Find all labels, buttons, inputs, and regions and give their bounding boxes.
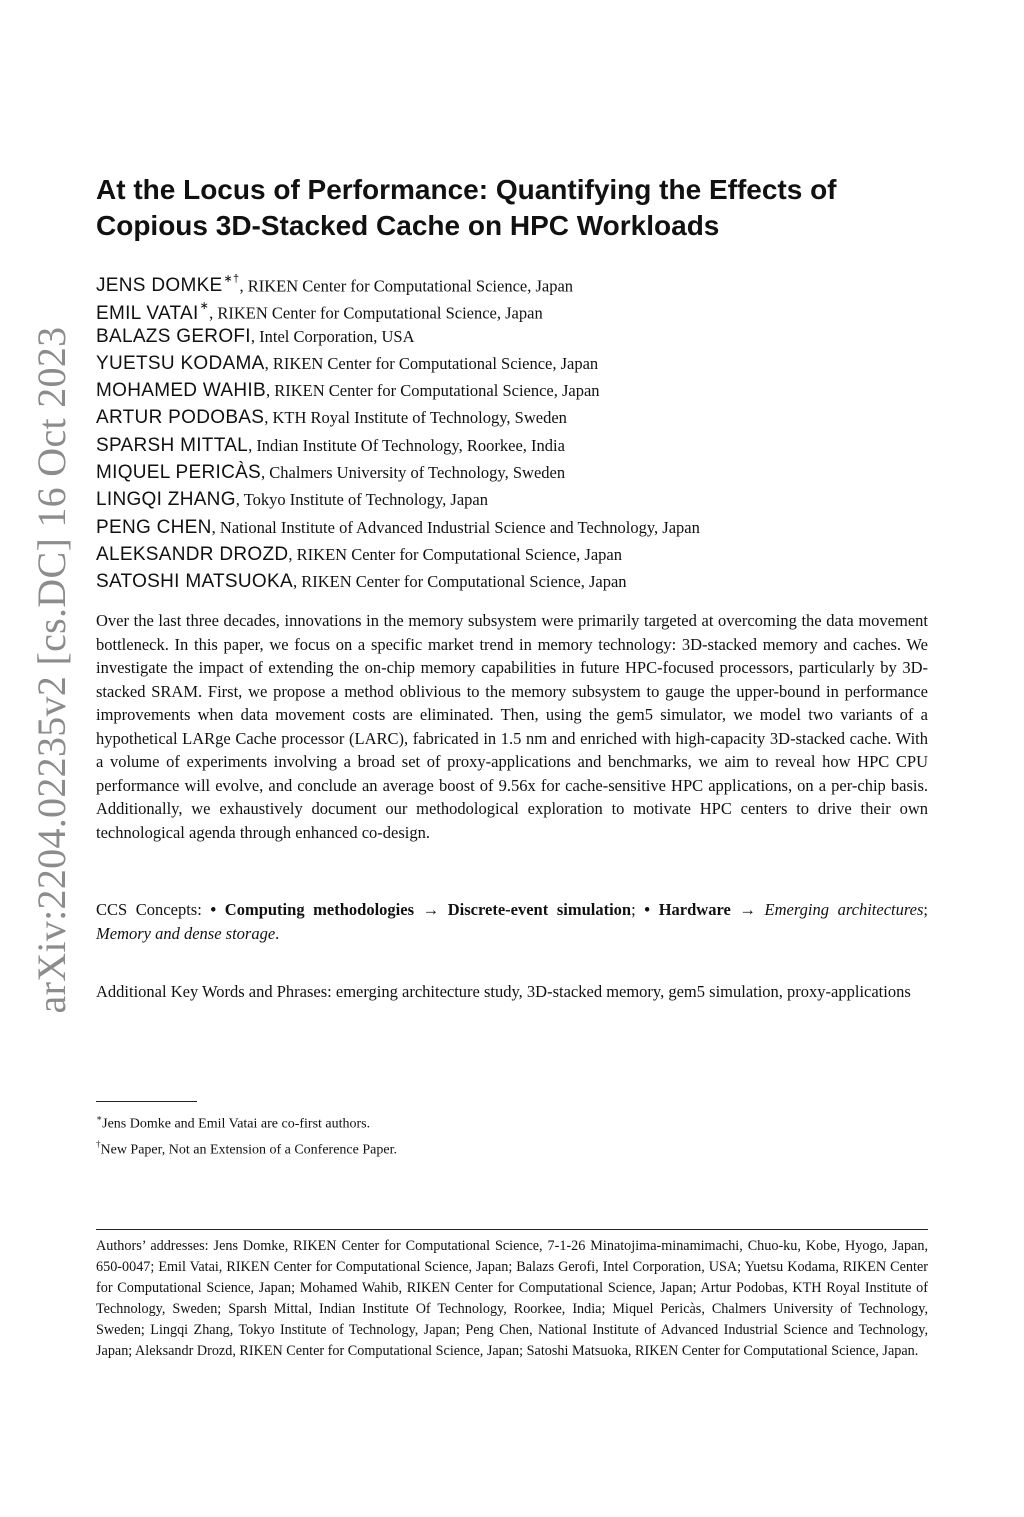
author-row: [96, 295, 936, 322]
authors-addresses: Authors’ addresses: Jens Domke, RIKEN Center for Computational Science, 7-1-26 Minatojima-minamimachi, Chuo-ku, Kobe, Hyogo, Japan, 650-0047; Emil Vatai, RIKEN Center for Computational Science, Japan; Balazs Gerofi, Intel Corporation, USA; Yuetsu Kodama, RIKEN Center for Computational Science, Japan; Mohamed Wahib, RIKEN Center for Computational Science, Japan; Artur Podobas, KTH Royal Institute of Technology, Sweden; Sparsh Mittal, Indian Institute Of Technology, Roorkee, India; Miquel Pericàs, Chalmers University of Technology, Sweden; Lingqi Zhang, Tokyo Institute of Technology, Japan; Peng Chen, National Institute of Advanced Industrial Science and Technology, Japan; Aleksandr Drozd, RIKEN Center for Computational Science, Japan; Satoshi Matsuoka, RIKEN Center for Computational Science, Japan.: [96, 1238, 928, 1359]
author-row: [96, 459, 936, 486]
author-affiliation: , RIKEN Center for Computational Science, Japan: [209, 303, 543, 323]
footnote-mark: ∗: [96, 1113, 103, 1123]
author-name: MIQUEL PERICÀS: [96, 462, 262, 484]
author-name: ALEKSANDR DROZD: [96, 543, 289, 565]
footnote-text: Jens Domke and Emil Vatai are co-first authors.: [102, 1116, 371, 1132]
ccs-arrow: →: [414, 900, 448, 919]
paper-title-line-2: Copious 3D-Stacked Cache on HPC Workloads: [96, 210, 720, 241]
ccs-label: CCS Concepts:: [96, 900, 211, 919]
ccs-bullet: •: [210, 900, 225, 919]
paper-title-line-1: At the Locus of Performance: Quantifying the Effects of: [96, 174, 837, 205]
author-row: [96, 541, 936, 568]
author-row: [96, 486, 936, 513]
footnotes: [96, 1109, 928, 1160]
author-name: JENS DOMKE∗†: [96, 273, 240, 297]
ccs-arrow: →: [730, 900, 765, 919]
author-affiliation: , RIKEN Center for Computational Science, Japan: [264, 353, 599, 373]
author-name: SATOSHI MATSUOKA: [96, 571, 293, 593]
author-footnote-mark: ∗: [199, 300, 210, 313]
author-name: BALAZS GEROFI: [96, 325, 251, 347]
ccs-term: Hardware: [658, 900, 731, 919]
author-row: [96, 377, 936, 404]
author-affiliation: , RIKEN Center for Computational Science, Japan: [239, 276, 574, 296]
footnote-mark: †: [96, 1138, 101, 1149]
author-name: LINGQI ZHANG: [96, 489, 236, 511]
ccs-term: Emerging architectures: [764, 900, 924, 919]
footnote-divider: [96, 1101, 197, 1102]
author-row: [96, 514, 936, 541]
author-name: PENG CHEN: [96, 516, 212, 538]
ccs-concepts: [96, 898, 928, 945]
footnote-item: [96, 1109, 928, 1135]
author-affiliation: , Intel Corporation, USA: [250, 326, 415, 346]
footnote-text: New Paper, Not an Extension of a Conference Paper.: [100, 1142, 397, 1158]
addresses-divider: [96, 1229, 928, 1230]
author-affiliation: , National Institute of Advanced Industrial Science and Technology, Japan: [211, 517, 700, 537]
author-row: [96, 432, 936, 459]
author-name: YUETSU KODAMA: [96, 352, 265, 374]
keywords-paragraph: Additional Key Words and Phrases: emerging architecture study, 3D-stacked memory, gem5 simulation, proxy-applications: [96, 982, 911, 1001]
author-affiliation: , Chalmers University of Technology, Sweden: [261, 463, 566, 483]
ccs-term: Discrete-event simulation: [447, 900, 632, 919]
ccs-separator: ;: [923, 900, 929, 919]
author-affiliation: , RIKEN Center for Computational Science, Japan: [288, 544, 622, 564]
arxiv-sidebar-container: [22, 295, 82, 1045]
author-name: SPARSH MITTAL: [96, 434, 249, 456]
abstract-paragraph: Over the last three decades, innovations in the memory subsystem were primarily targeted at overcoming the data movement bottleneck. In this paper, we focus on a specific market trend in memory technology: 3D-stacked memory and caches. We investigate the impact of extending the on-chip memory capabilities in future HPC-focused processors, particularly by 3D-stacked SRAM. First, we propose a method oblivious to the memory subsystem to gauge the upper-bound in performance improvements when data movement costs are eliminated. Then, using the gem5 simulator, we model two variants of a hypothetical LARge Cache processor (LARC), fabricated in 1.5 nm and enriched with high-capacity 3D-stacked cache. With a volume of experiments involving a broad set of proxy-applications and benchmarks, we aim to reveal how HPC CPU performance will evolve, and conclude an average boost of 9.56x for cache-sensitive HPC applications, on a per-chip basis. Additionally, we exhaustively document our methodological exploration to motivate HPC centers to drive their own technological agenda through enhanced co-design.: [96, 611, 928, 842]
author-name: EMIL VATAI∗: [96, 300, 210, 324]
author-footnote-mark: ∗†: [223, 273, 240, 285]
author-row: [96, 404, 936, 431]
author-row: [96, 568, 936, 595]
ccs-end: .: [275, 923, 280, 943]
ccs-term: Memory and dense storage: [96, 923, 276, 943]
author-affiliation: , RIKEN Center for Computational Science, Japan: [292, 572, 627, 592]
author-row: [96, 350, 936, 377]
author-name: MOHAMED WAHIB: [96, 380, 266, 402]
ccs-separator: ;: [631, 900, 645, 919]
author-affiliation: , KTH Royal Institute of Technology, Sweden: [264, 408, 567, 428]
author-affiliation: , Indian Institute Of Technology, Roorkee, India: [248, 435, 565, 455]
ccs-term: Computing methodologies: [224, 900, 415, 919]
author-row: [96, 268, 936, 295]
paper-title: [96, 172, 926, 244]
arxiv-identifier-stamp: arXiv:2204.02235v2 [cs.DC] 16 Oct 2023: [29, 326, 74, 1014]
author-name: ARTUR PODOBAS: [96, 407, 265, 429]
ccs-bullet: •: [644, 900, 659, 919]
author-row: [96, 323, 936, 350]
author-affiliation: , Tokyo Institute of Technology, Japan: [235, 490, 488, 510]
footnote-item: [96, 1135, 928, 1161]
author-list: [96, 268, 936, 596]
author-affiliation: , RIKEN Center for Computational Science, Japan: [265, 381, 600, 401]
